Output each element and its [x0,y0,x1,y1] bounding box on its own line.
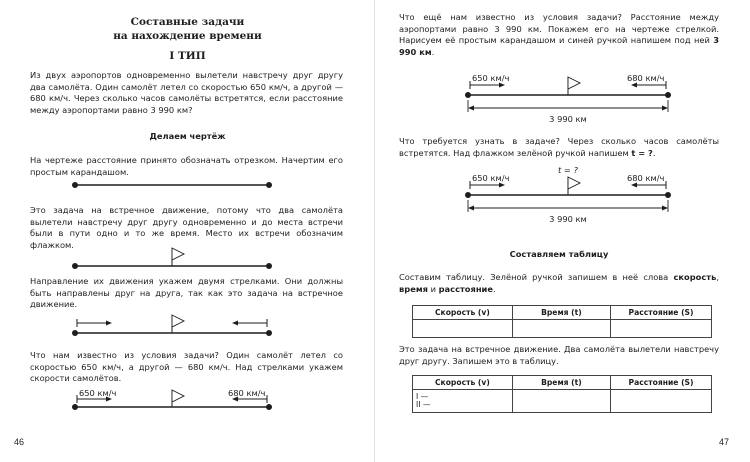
table-cell [611,320,712,338]
segment-end-point [266,182,272,188]
segment-diagram [72,180,272,192]
segment-end-point [266,330,272,336]
meeting-flag-icon [172,315,184,333]
speed-label-second: 680 км/ч [627,73,665,83]
segment-start-point [72,404,78,410]
meeting-flag-icon [172,390,184,407]
meeting-flag-icon [568,177,580,195]
table-cell [512,320,610,338]
table-header-row [413,376,712,390]
para-meeting: Это задача на встречное движение, потому что два самолёта вылетели навстречу друг другу одновременно и до места встречи были в пути одно и то же время. Место их встречи обозначим флажком. [30,205,343,250]
header-distance: Расстояние (S) [611,376,712,390]
distance-diagram [465,70,675,128]
para-distance-text: Что ещё нам известно из условия задачи? Расстояние между аэропортами равно 3 990 км. Покажем его на чертеже стрелкой. Нарисуем её простым карандашом и синей ручкой напишем под ней [399,12,719,46]
table-row [413,320,712,338]
para-segment: На чертеже расстояние принято обозначать отрезком. Начертим его простым карандашом. [30,155,343,177]
table-cell [512,390,610,413]
distance-label: 3 990 км [549,214,587,224]
para-question-end: . [652,147,656,158]
segment-end-point [266,404,272,410]
header-speed: Скорость (v) [413,376,513,390]
speed-label-second: 680 км/ч [228,388,266,398]
segment-start-point [72,182,78,188]
meeting-flag-icon [172,248,184,266]
para-question-text: Что требуется узнать в задаче? Через сколько часов самолёты встретятся. Над флажком зелёной ручкой напишем [399,136,719,158]
speeds-diagram [72,385,272,411]
page-number-right: 47 [719,437,730,447]
para-table-sep2: и [427,283,439,294]
type-heading: I ТИП [169,50,206,62]
para-table-words [399,272,719,295]
para-distance-end: . [431,46,435,57]
time-diagram [465,164,675,228]
distance-arrow-icon [468,100,668,112]
para-table-text: Составим таблицу. Зелёной ручкой запишем в неё слова [399,272,674,282]
para-table-end: . [493,283,496,294]
para-table-sep1: , [716,272,719,282]
speed-label-first: 650 км/ч [472,173,510,183]
chapter-title [30,15,345,43]
header-speed: Скорость (v) [413,306,513,320]
arrows-diagram [72,313,272,337]
segment-start-point [465,92,471,98]
header-time: Время (t) [512,306,610,320]
header-time: Время (t) [512,376,610,390]
para-distance [399,12,719,58]
table-cell [413,320,513,338]
speed-label-second: 680 км/ч [627,173,665,183]
meeting-flag-icon [568,77,580,95]
speed-label-first: 650 км/ч [79,388,117,398]
segment-start-point [72,263,78,269]
para-question-bold: t = ? [631,147,653,158]
data-table-planes [412,375,712,413]
chapter-title-line1: Составные задачи [130,16,245,28]
row-label-second: II — [416,400,431,409]
time-question-label: t = ? [558,165,578,175]
segment-start-point [465,192,471,198]
para-speeds: Что нам известно из условия задачи? Один самолёт летел со скоростью 650 км/ч, а другой — 680 км/ч. Над стрелками укажем скорости самолётов. [30,350,343,384]
header-distance: Расстояние (S) [611,306,712,320]
segment-end-point [665,192,671,198]
segment-start-point [72,330,78,336]
left-arrow-icon [232,319,267,327]
problem-text: Из двух аэропортов одновременно вылетели навстречу друг другу два самолёта. Один самолёт летел со скоростью 650 км/ч, а другой — 680 км/ч. Через сколько часов самолёты встретятся, если расстояние между аэропортами равно 3 990 км? [30,70,343,115]
flag-diagram [72,246,272,270]
distance-label: 3 990 км [549,114,587,124]
chapter-title-line2: на нахождение времени [113,30,262,42]
drawing-heading: Делаем чертёж [149,131,226,141]
word-time: время [399,283,428,294]
para-question [399,136,719,159]
data-table-empty [412,305,712,338]
distance-arrow-icon [468,200,668,212]
right-arrow-icon [77,319,112,327]
row-label-first: I — [416,391,429,401]
table-cell-planes [413,390,513,413]
word-speed: скорость [673,272,717,282]
para-direction: Направление их движения укажем двумя стрелками. Они должны быть направлены друг на друга, так как это задача на встречное движение. [30,276,343,310]
para-table-rows: Это задача на встречное движение. Два самолёта вылетели навстречу друг другу. Запишем это в таблицу. [399,344,719,366]
right-page [375,0,750,462]
table-cell [611,390,712,413]
table-header-row [413,306,712,320]
table-row [413,390,712,413]
segment-end-point [665,92,671,98]
para-distance-bold: 3 990 км [399,35,719,57]
table-heading: Составляем таблицу [509,249,609,259]
page-number-left: 46 [14,437,25,447]
word-distance: расстояние [438,283,493,294]
speed-label-first: 650 км/ч [472,73,510,83]
segment-end-point [266,263,272,269]
